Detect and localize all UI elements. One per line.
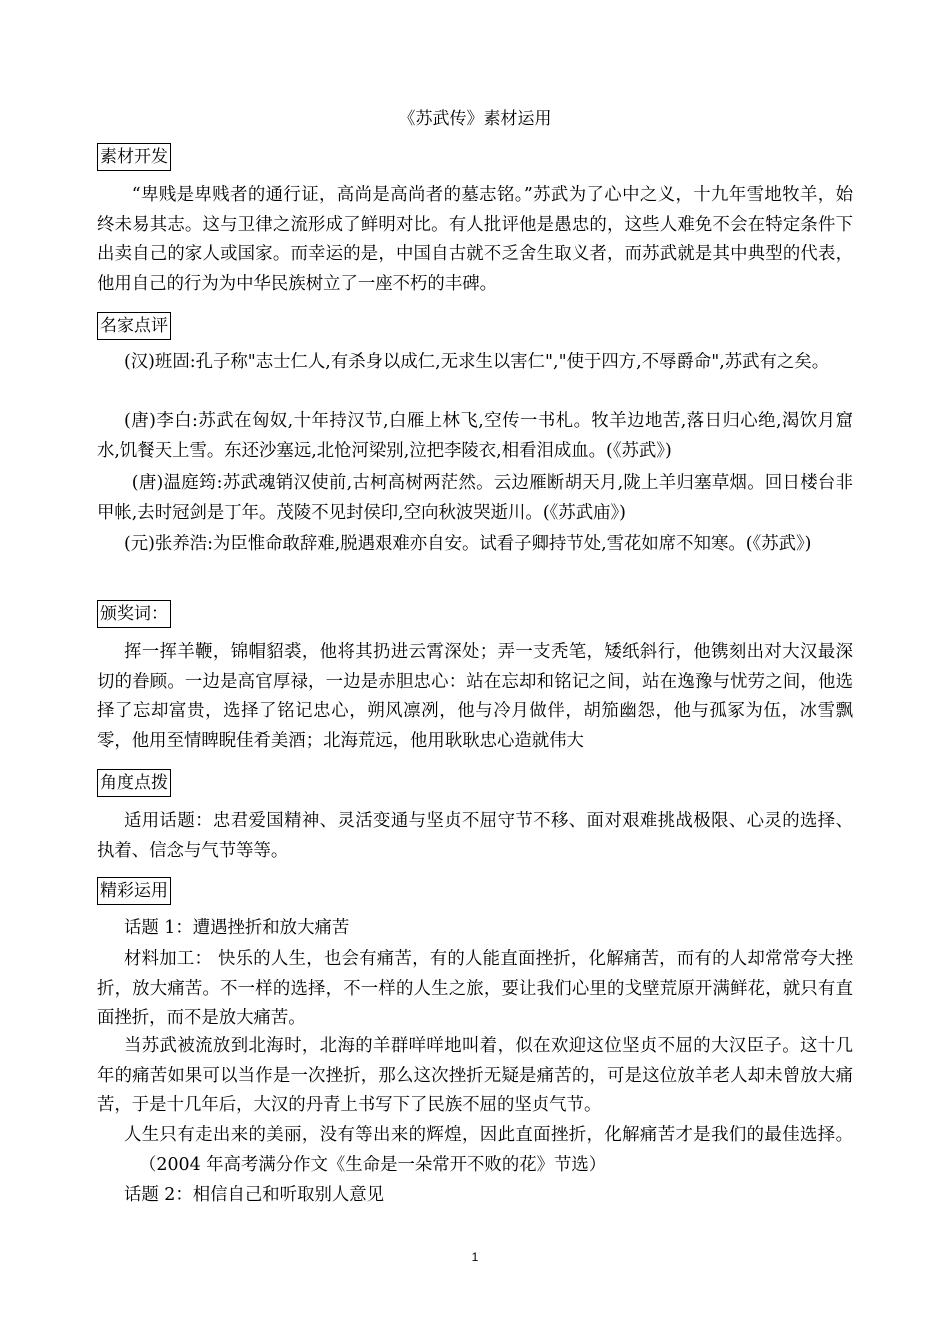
comment-bangu: (汉)班固:孔子称"志士仁人,有杀身以成仁,无求生以害仁","使于四方,不辱爵命",苏武有之矣。 — [123, 352, 830, 372]
source-note: （2004 年高考满分作文《生命是一朵常开不败的花》节选） — [139, 1154, 607, 1175]
section-heading-angle: 角度点拨 — [97, 769, 171, 797]
application-paragraph-3-text: 人生只有走出来的美丽，没有等出来的辉煌，因此直面挫折，化解痛苦才是我们的最佳选择。 — [123, 1125, 853, 1145]
material-paragraph: 材料加工： 快乐的人生，也会有痛苦，有的人能直面挫折，化解痛苦，而有的人却常常夸大挫折，放大痛苦。不一样的选择，不一样的人生之旅，要让我们心里的戈壁荒原开满鲜花，就只有直面挫折，而不是放大痛苦。 — [97, 949, 853, 1028]
topic-1: 话题 1：遭遇挫折和放大痛苦 — [123, 918, 350, 938]
section-heading-development: 素材开发 — [97, 143, 171, 171]
comment-libai: (唐)李白:苏武在匈奴,十年持汉节,白雁上林飞,空传一书札。牧羊边地苦,落日归心绝,渴饮月窟水,饥餐天上雪。东还沙塞远,北怆河梁别,泣把李陵衣,相看泪成血。(《苏武》) — [97, 411, 853, 461]
section-heading-award: 颁奖词： — [97, 600, 171, 628]
section-heading-comments: 名家点评 — [97, 312, 171, 340]
development-paragraph: “卑贱是卑贱者的通行证，高尚是高尚者的墓志铭。”苏武为了心中之义，十九年雪地牧羊，始终未易其志。这与卫律之流形成了鲜明对比。有人批评他是愚忠的，这些人难免不会在特定条件下出卖自己的家人或国家。而幸运的是，中国自古就不乏舍生取义者，而苏武就是其中典型的代表，他用自己的行为为中华民族树立了一座不朽的丰碑。 — [97, 185, 853, 294]
section-heading-application: 精彩运用 — [97, 877, 171, 905]
comment-zhangyanghao: (元)张养浩:为臣惟命敢辞难,脱遇艰难亦自安。试看子卿持节处,雪花如席不知寒。(《苏武》) — [123, 534, 812, 554]
page-title: 《苏武传》素材运用 — [398, 109, 552, 129]
award-paragraph: 挥一挥羊鞭，锦帽貂裘，他将其扔进云霄深处；弄一支秃笔，矮纸斜行，他镌刻出对大汉最深切的眷顾。一边是高官厚禄，一边是赤胆忠心：站在忘却和铭记之间，站在逸豫与忧劳之间，他选择了忘却富贵，选择了铭记忠心，朔风凛冽，他与冷月做伴，胡笳幽怨，他与孤冢为伍，冰雪飘零，他用至情睥睨佳肴美酒；北海荒远，他用耿耿忠心造就伟大 — [97, 642, 853, 751]
application-paragraph-3 — [97, 1121, 853, 1180]
page-number: 1 — [471, 1250, 479, 1264]
application-paragraph-2: 当苏武被流放到北海时，北海的羊群咩咩地叫着，似在欢迎这位坚贞不屈的大汉臣子。这十几年的痛苦如果可以当作是一次挫折，那么这次挫折无疑是痛苦的，可是这位放羊老人却未曾放大痛苦，于是十几年后，大汉的丹青上书写下了民族不屈的坚贞气节。 — [97, 1036, 853, 1115]
topic-2: 话题 2：相信自己和听取别人意见 — [123, 1185, 385, 1205]
angle-paragraph: 适用话题：忠君爱国精神、灵活变通与坚贞不屈守节不移、面对艰难挑战极限、心灵的选择、执着、信念与气节等等。 — [97, 811, 853, 861]
comment-wentingyun: (唐)温庭筠:苏武魂销汉使前,古柯高树两茫然。云边雁断胡天月,陇上羊归塞草烟。回日楼台非甲帐,去时冠剑是丁年。茂陵不见封侯印,空向秋波哭逝川。(《苏武庙》) — [97, 473, 853, 523]
